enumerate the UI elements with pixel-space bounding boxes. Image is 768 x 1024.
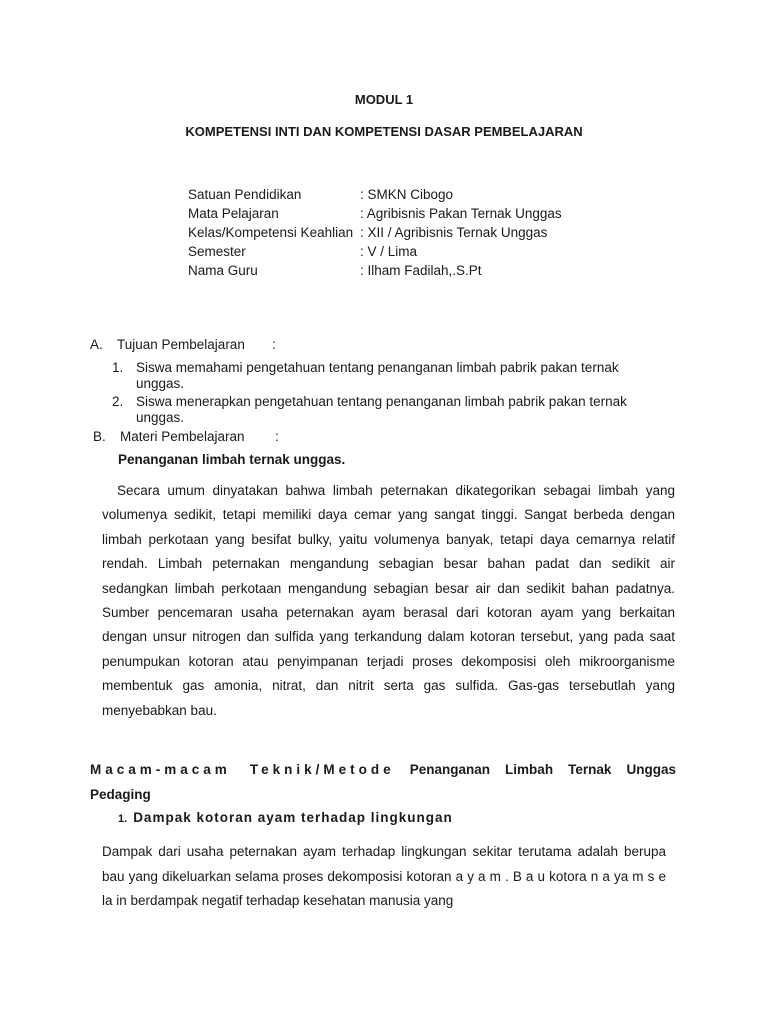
list-text: Siswa memahami pengetahuan tentang penanganan limbah pabrik pakan ternak unggas. (136, 360, 619, 391)
body-paragraph: Secara umum dinyatakan bahwa limbah peternakan dikategorikan sebagai limbah yang volumenya sedikit, tetapi memiliki daya cemar yang sangat tinggi. Sangat berbeda dengan limbah perkotaan yang besifat bulky, yaitu volumenya banyak, tetapi daya cemarnya relatif rendah. Limbah peternakan mengandung sebagian besar bahan padat dan sedikit air sedangkan limbah perkotaan mengandung sebagian besar air dan sedikit bahan padatnya. Sumber pencemaran usaha peternakan ayam berasal dari kotoran ayam yang berkaitan dengan unsur nitrogen dan sulfida yang terkandung dalam kotoran tersebut, yang pada saat penumpukan kotoran atau penyimpanan terjadi proses dekomposisi oleh mikroorganisme membentuk gas amonia, nitrat, dan nitrit serta gas sulfida. Gas-gas tersebutlah yang menyebabkan bau. (102, 483, 675, 718)
sub-heading (118, 810, 453, 825)
section-letter: B. (93, 429, 106, 444)
info-row (188, 223, 562, 242)
section-letter: A. (90, 337, 103, 352)
list-number: 1. (112, 360, 124, 375)
list-number: 2. (112, 394, 124, 409)
list-item (112, 360, 652, 392)
sub-heading-text: Dampak kotoran ayam terhadap lingkungan (133, 810, 453, 825)
topic-title: Penanganan limbah ternak unggas. (118, 452, 346, 467)
info-row (188, 242, 562, 261)
info-value: : V / Lima (360, 244, 418, 259)
sub-heading-number: 1. (118, 813, 128, 825)
info-row (188, 261, 562, 280)
info-value: : SMKN Cibogo (360, 187, 454, 202)
list-item (112, 394, 652, 426)
section-colon: : (272, 337, 276, 352)
body-paragraph: Dampak dari usaha peternakan ayam terhadap lingkungan sekitar terutama adalah berupa bau yang dikeluarkan selama proses dekomposisi kotoran a y a m . B a u kotora n a ya m s e la in berdampak negatif terhadap kesehatan manusia yang (102, 844, 666, 908)
info-label: Semester (188, 244, 246, 259)
section-b-heading (93, 429, 279, 444)
info-label: Satuan Pendidikan (188, 187, 302, 202)
info-label: Kelas/Kompetensi Keahlian (188, 225, 354, 240)
heading-rest-part: Penanganan Limbah Ternak Unggas Pedaging (90, 762, 676, 802)
info-row (188, 185, 562, 204)
info-value: : Ilham Fadilah,.S.Pt (360, 263, 482, 278)
section-heading (90, 757, 676, 807)
section-colon: : (275, 429, 279, 444)
info-value: : XII / Agribisnis Ternak Unggas (360, 225, 548, 240)
module-subtitle: KOMPETENSI INTI DAN KOMPETENSI DASAR PEMBELAJARAN (185, 124, 583, 139)
info-row (188, 204, 562, 223)
info-table (188, 185, 562, 280)
info-label: Mata Pelajaran (188, 206, 279, 221)
objectives-list (112, 360, 652, 428)
list-text: Siswa menerapkan pengetahuan tentang penanganan limbah pabrik pakan ternak unggas. (136, 394, 627, 425)
section-a-heading (90, 337, 276, 352)
module-title: MODUL 1 (354, 92, 414, 107)
section-title: Materi Pembelajaran (120, 429, 245, 444)
heading-spaced-part: Macam-macam Teknik/Metode (90, 762, 395, 777)
info-value: : Agribisnis Pakan Ternak Unggas (360, 206, 562, 221)
info-label: Nama Guru (188, 263, 258, 278)
section-title: Tujuan Pembelajaran (117, 337, 245, 352)
